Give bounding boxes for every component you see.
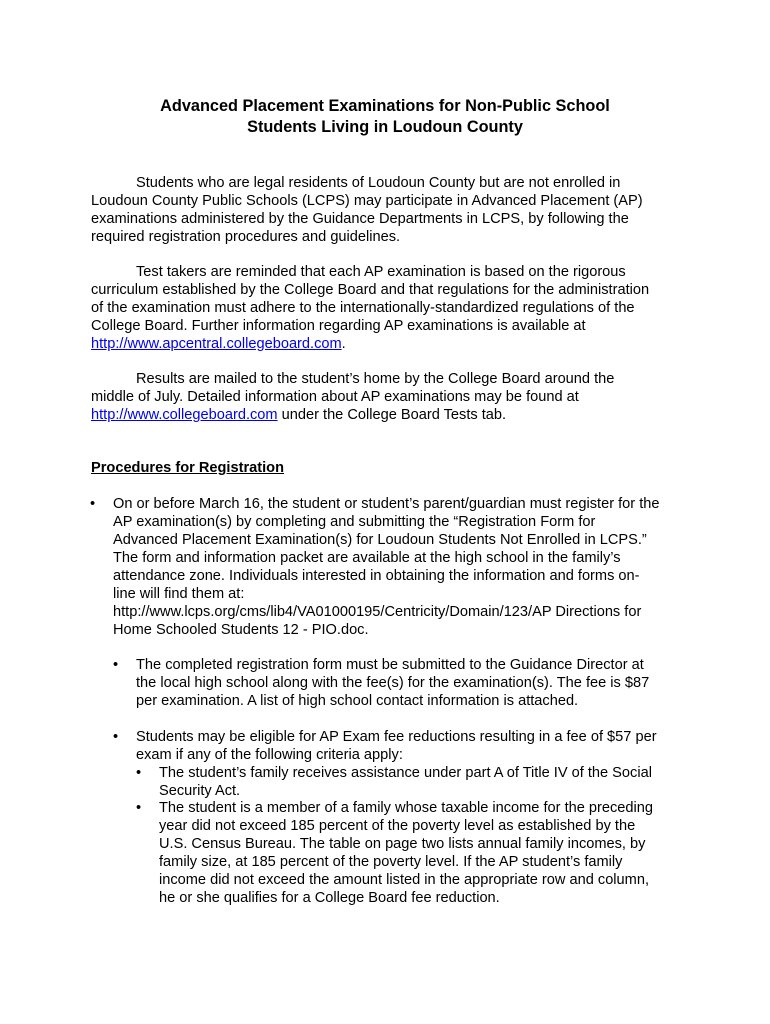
text-line: curriculum established by the College Board and that regulations for the administration [91,282,650,298]
procedures-heading: Procedures for Registration [91,460,285,476]
text-line: Home Schooled Students 12 - PIO.doc. [113,622,369,638]
text-line [91,335,691,353]
bullet-icon: • [136,800,142,816]
text-line: required registration procedures and guidelines. [91,229,401,245]
text-line: Advanced Placement Examination(s) for Loudoun Students Not Enrolled in LCPS.” [113,532,647,548]
text-line: http://www.lcps.org/cms/lib4/VA01000195/Centricity/Domain/123/AP Directions for [113,604,642,620]
bullet-icon: • [136,765,142,781]
bullet-submit-form [113,656,736,710]
text-line: exam if any of the following criteria apply: [136,747,403,763]
document-title [60,96,710,138]
text-line: Students may be eligible for AP Exam fee reductions resulting in a fee of $57 per [136,729,657,745]
bullet-icon: • [113,729,119,745]
text-line: U.S. Census Bureau. The table on page two lists annual family incomes, by [159,836,646,852]
text-line: Test takers are reminded that each AP examination is based on the rigorous [136,264,626,280]
title-line-2: Students Living in Loudoun County [247,118,523,136]
text-line: Loudoun County Public Schools (LCPS) may participate in Advanced Placement (AP) [91,193,643,209]
link-suffix: . [341,336,346,352]
bullet-icon: • [90,496,96,512]
text-line: he or she qualifies for a College Board fee reduction. [159,890,500,906]
intro-paragraph-3 [91,370,691,424]
text-line: examinations administered by the Guidance Departments in LCPS, by following the [91,211,629,227]
intro-paragraph-1 [91,174,691,246]
text-line: income did not exceed the amount listed in the appropriate row and column, [159,872,649,888]
text-line: attendance zone. Individuals interested in obtaining the information and forms on- [113,568,640,584]
text-line: The student is a member of a family whose taxable income for the preceding [159,800,654,816]
text-line: The form and information packet are available at the high school in the family’s [113,550,621,566]
text-line: year did not exceed 185 percent of the poverty level as established by the [159,818,636,834]
text-line: line will find them at: [113,586,245,602]
collegeboard-link[interactable]: http://www.collegeboard.com [91,407,278,423]
text-line: Results are mailed to the student’s home by the College Board around the [136,371,615,387]
link-suffix: under the College Board Tests tab. [277,407,507,423]
sub-bullet-income-criteria [136,799,699,907]
text-line: per examination. A list of high school contact information is attached. [136,693,579,709]
sub-bullet-title-iv [136,764,699,800]
intro-paragraph-2 [91,263,691,353]
text-line [91,406,691,424]
text-line: The student’s family receives assistance under part A of Title IV of the Social [159,765,652,781]
title-line-1: Advanced Placement Examinations for Non-Public School [160,97,610,115]
text-line: Students who are legal residents of Loudoun County but are not enrolled in [136,175,621,191]
bullet-fee-reduction [113,728,736,764]
text-line: On or before March 16, the student or student’s parent/guardian must register for the [113,496,660,512]
bullet-register-deadline [90,495,713,639]
text-line: College Board. Further information regarding AP examinations is available at [91,318,586,334]
text-line: AP examination(s) by completing and submitting the “Registration Form for [113,514,596,530]
text-line: of the examination must adhere to the internationally-standardized regulations of the [91,300,635,316]
text-line: middle of July. Detailed information about AP examinations may be found at [91,389,579,405]
text-line: family size, at 185 percent of the poverty level. If the AP student’s family [159,854,623,870]
text-line: the local high school along with the fee(s) for the examination(s). The fee is $87 [136,675,650,691]
text-line: Security Act. [159,783,241,799]
bullet-icon: • [113,657,119,673]
text-line: The completed registration form must be submitted to the Guidance Director at [136,657,644,673]
apcentral-link[interactable]: http://www.apcentral.collegeboard.com [91,336,342,352]
